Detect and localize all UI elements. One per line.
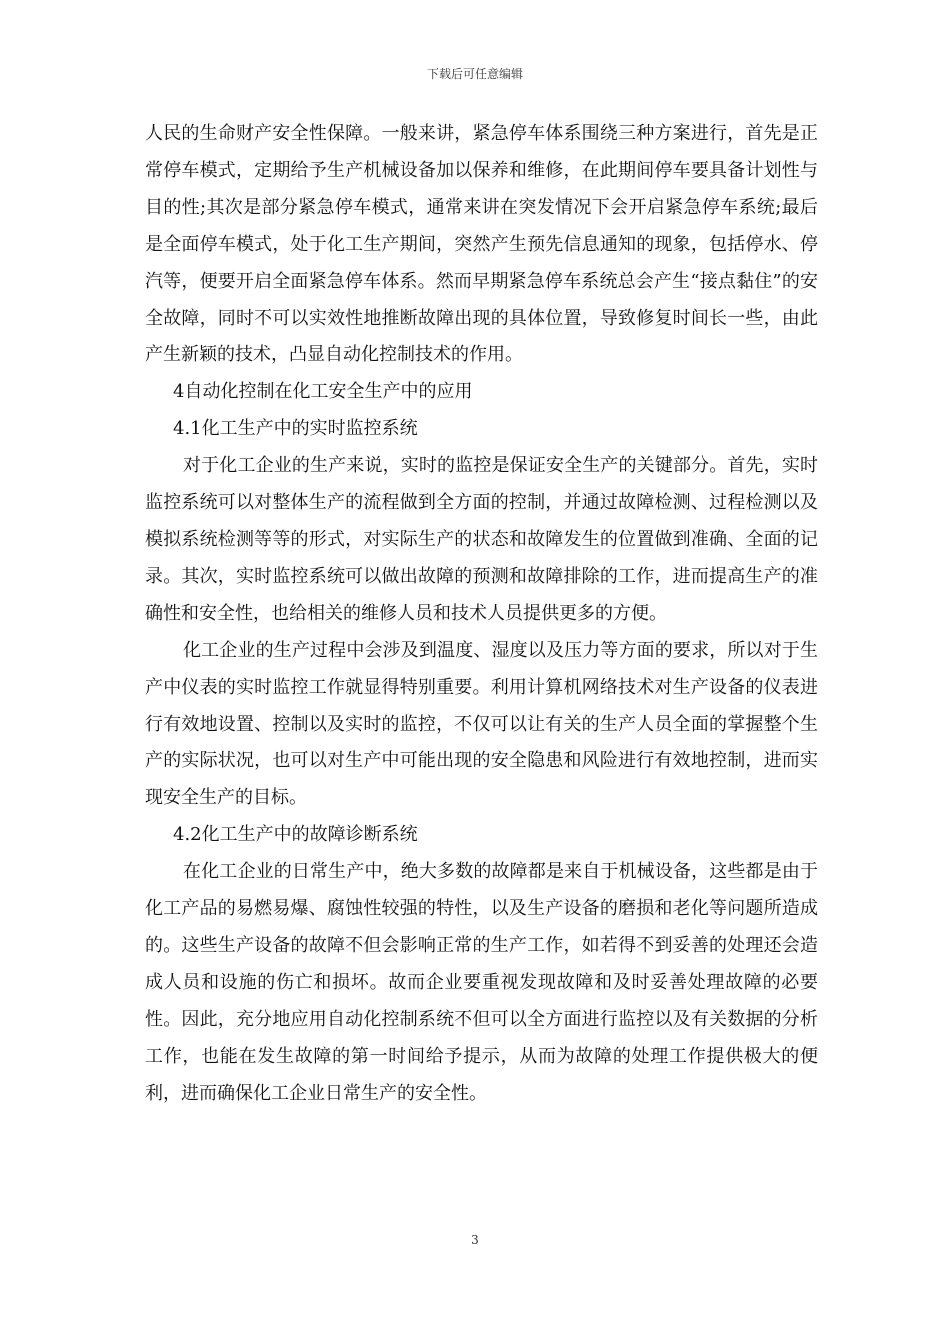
paragraph-instrument-monitoring: 化工企业的生产过程中会涉及到温度、湿度以及压力等方面的要求，所以对于生产中仪表的实时监控工作就显得特别重要。利用计算机网络技术对生产设备的仪表进行有效地设置、控制以及实时的监控，不仅可以让有关的生产人员全面的掌握整个生产的实际状况，也可以对生产中可能出现的安全隐患和风险进行有效地控制，进而实现安全生产的目标。	[145, 639, 818, 809]
section-heading-4: 4自动化控制在化工安全生产中的应用	[173, 381, 473, 403]
page-number: 3	[471, 1233, 479, 1247]
document-body	[145, 116, 818, 1112]
page-header: 下载后可任意编辑	[426, 67, 523, 81]
paragraph-fault-diagnosis: 在化工企业的日常生产中，绝大多数的故障都是来自于机械设备，这些都是由于化工产品的易燃易爆、腐蚀性较强的特性，以及生产设备的磨损和老化等问题所造成的。这些生产设备的故障不但会影响正常的生产工作，如若得不到妥善的处理还会造成人员和设施的伤亡和损坏。故而企业要重视发现故障和及时妥善处理故障的必要性。因此，充分地应用自动化控制系统不但可以全方面进行监控以及有关数据的分析工作，也能在发生故障的第一时间给予提示，从而为故障的处理工作提供极大的便利，进而确保化工企业日常生产的安全性。	[145, 861, 818, 1104]
paragraph-realtime-monitoring: 对于化工企业的生产来说，实时的监控是保证安全生产的关键部分。首先，实时监控系统可以对整体生产的流程做到全方面的控制，并通过故障检测、过程检测以及模拟系统检测等等的形式，对实际生产的状态和故障发生的位置做到准确、全面的记录。其次，实时监控系统可以做出故障的预测和故障排除的工作，进而提高生产的准确性和安全性，也给相关的维修人员和技术人员提供更多的方便。	[145, 455, 818, 624]
paragraph-continuation: 人民的生命财产安全性保障。一般来讲，紧急停车体系围绕三种方案进行，首先是正常停车模式，定期给予生产机械设备加以保养和维修，在此期间停车要具备计划性与目的性;其次是部分紧急停车模式，通常来讲在突发情况下会开启紧急停车系统;最后是全面停车模式，处于化工生产期间，突然产生预先信息通知的现象，包括停水、停汽等，便要开启全面紧急停车体系。然而早期紧急停车系统总会产生“接点黏住”的安全故障，同时不可以实效性地推断故障出现的具体位置，导致修复时间长一些，由此产生新颖的技术，凸显自动化控制技术的作用。	[145, 123, 818, 366]
subsection-heading-4-2: 4.2化工生产中的故障诊断系统	[173, 824, 418, 846]
subsection-heading-4-1: 4.1化工生产中的实时监控系统	[173, 418, 418, 440]
